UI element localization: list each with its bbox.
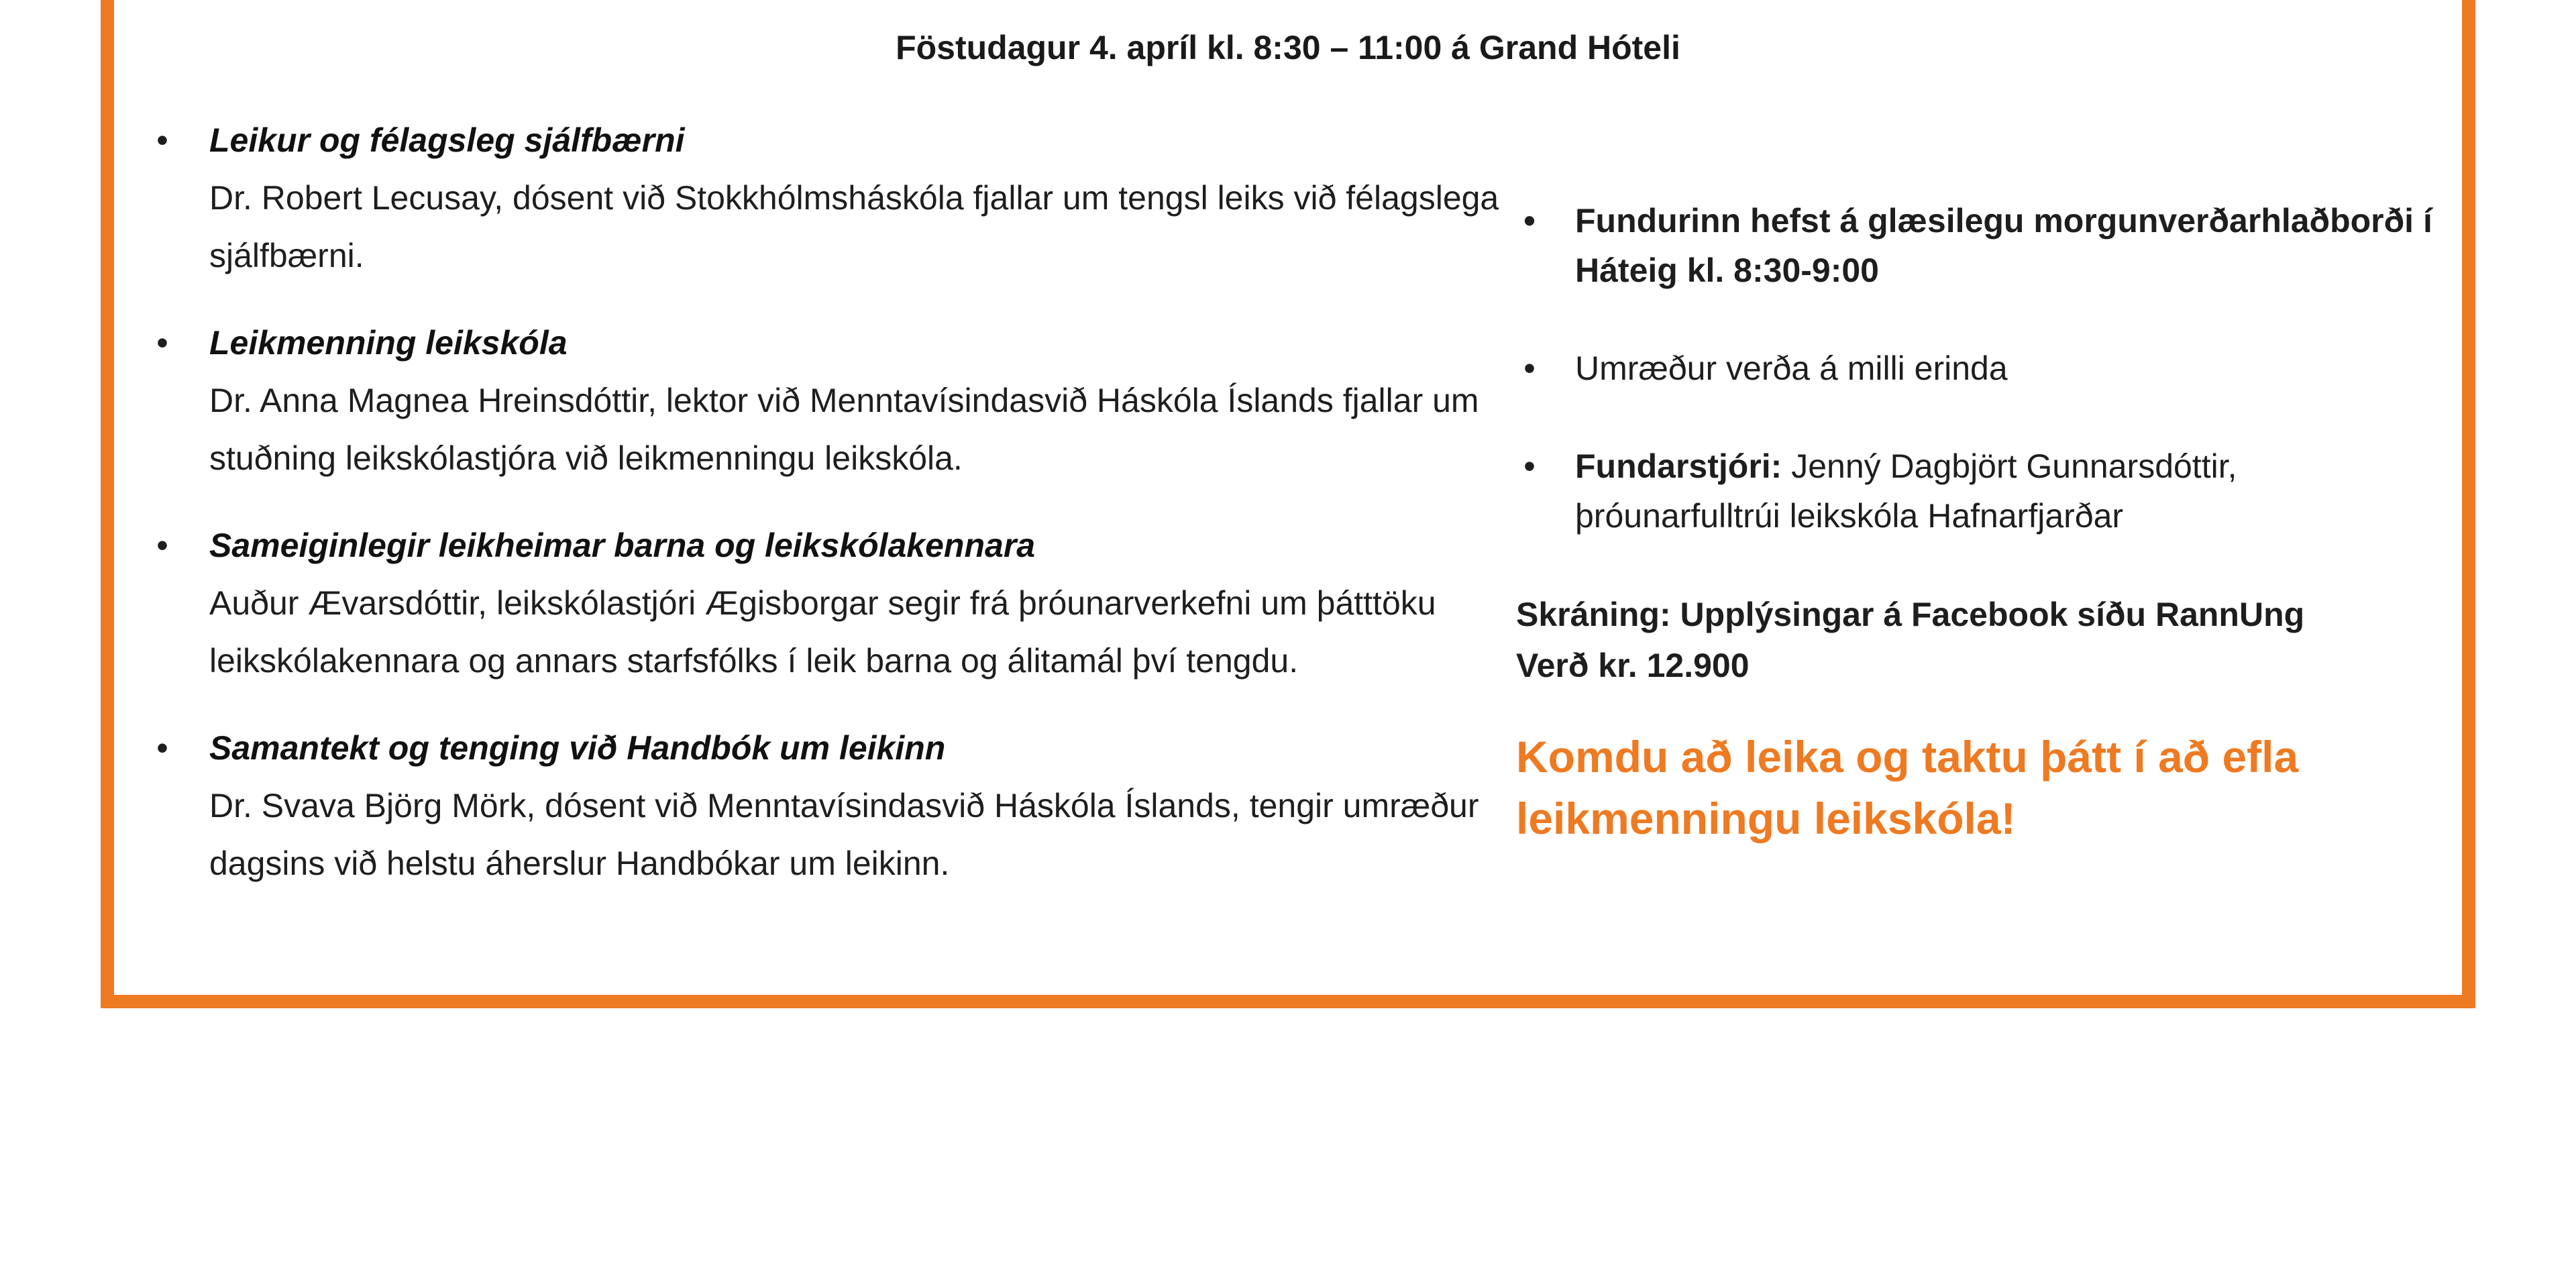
bullet-icon: • bbox=[1523, 350, 1536, 387]
discussion-note bbox=[1516, 343, 2442, 393]
talk-description: Dr. Robert Lecusay, dósent við Stokkhólmsháskóla fjallar um tengsl leiks við félagslega sjálfbærni. bbox=[209, 179, 1499, 274]
breakfast-text: Fundurinn hefst á glæsilegu morgunverðarhlaðborði í Háteig kl. 8:30-9:00 bbox=[1575, 202, 2432, 289]
chair-label: Fundarstjóri: bbox=[1575, 447, 1782, 485]
chair-note bbox=[1516, 441, 2442, 541]
bullet-icon: • bbox=[156, 729, 168, 767]
bullet-icon: • bbox=[156, 324, 168, 362]
talk-item bbox=[149, 314, 1511, 487]
bullet-icon: • bbox=[1523, 447, 1536, 485]
talk-description: Auður Ævarsdóttir, leikskólastjóri Ægisborgar segir frá þróunarverkefni um þátttöku leikskólakennara og annars starfsfólks í leik barna og álitamál því tengdu. bbox=[209, 584, 1436, 680]
talk-item bbox=[149, 517, 1511, 690]
talk-description: Dr. Svava Björg Mörk, dósent við Menntavísindasvið Háskóla Íslands, tengir umræður dagsins við helstu áherslur Handbókar um leikinn. bbox=[209, 787, 1479, 882]
orange-border-frame bbox=[101, 0, 2475, 1008]
bullet-icon: • bbox=[156, 527, 168, 564]
talk-item bbox=[149, 111, 1511, 284]
talks-list bbox=[149, 111, 1511, 922]
call-to-action: Komdu að leika og taktu þátt í að efla leikmenningu leikskóla! bbox=[1516, 732, 2299, 843]
chair-value: Jenný Dagbjört Gunnarsdóttir, þróunarfulltrúi leikskóla Hafnarfjarðar bbox=[1575, 447, 2237, 535]
talk-title: Leikur og félagsleg sjálfbærni bbox=[209, 121, 685, 159]
price-text: Verð kr. 12.900 bbox=[1516, 647, 1750, 684]
talk-item bbox=[149, 719, 1511, 892]
talk-title: Leikmenning leikskóla bbox=[209, 324, 568, 362]
bullet-icon: • bbox=[1523, 202, 1536, 239]
bullet-icon: • bbox=[156, 121, 168, 159]
registration-block bbox=[1516, 589, 2442, 691]
registration-text: Skráning: Upplýsingar á Facebook síðu RannUng bbox=[1516, 596, 2305, 633]
talk-title: Sameiginlegir leikheimar barna og leikskólakennara bbox=[209, 527, 1036, 564]
breakfast-note bbox=[1516, 196, 2442, 295]
talk-description: Dr. Anna Magnea Hreinsdóttir, lektor við Menntavísindasvið Háskóla Íslands fjallar um stuðning leikskólastjóra við leikmenningu leikskóla. bbox=[209, 382, 1479, 477]
discussion-text: Umræður verða á milli erinda bbox=[1575, 350, 2008, 387]
event-info-column bbox=[1516, 196, 2442, 849]
talk-title: Samantekt og tenging við Handbók um leikinn bbox=[209, 729, 946, 767]
event-date-headline: Föstudagur 4. apríl kl. 8:30 – 11:00 á Grand Hóteli bbox=[896, 29, 1680, 66]
